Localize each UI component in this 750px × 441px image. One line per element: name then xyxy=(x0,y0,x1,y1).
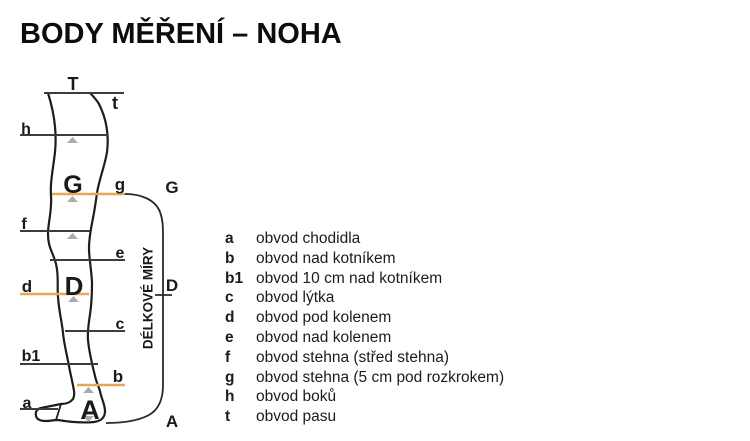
leg-measurement-diagram xyxy=(0,0,200,441)
legend-label: obvod nad kotníkem xyxy=(256,249,396,267)
label-g: g xyxy=(114,175,126,194)
legend-label: obvod lýtka xyxy=(256,289,335,307)
label-b1: b1 xyxy=(21,348,41,365)
legend-label: obvod pasu xyxy=(256,408,337,426)
legend-key: d xyxy=(225,309,235,327)
label-t: t xyxy=(112,93,118,113)
foot-crease-line xyxy=(56,404,61,420)
legend-key: h xyxy=(225,388,235,406)
legend-item xyxy=(225,407,504,427)
legend-key: g xyxy=(225,368,235,386)
marker-triangle-h xyxy=(67,137,78,143)
legend-key: b1 xyxy=(225,269,244,287)
legend-item xyxy=(225,368,504,388)
legend-key: a xyxy=(225,230,234,247)
legend-item xyxy=(225,387,504,407)
label-A-big: A xyxy=(80,395,100,425)
legend-item xyxy=(225,328,504,348)
legend-key: b xyxy=(225,249,235,267)
label-c: c xyxy=(115,316,125,333)
label-d: d xyxy=(21,277,33,296)
bracket-label-D: D xyxy=(165,276,179,295)
label-h: h xyxy=(21,121,31,138)
legend-label: obvod boků xyxy=(256,388,337,406)
legend-label: obvod 10 cm nad kotníkem xyxy=(256,269,443,287)
legend-label: obvod nad kolenem xyxy=(256,328,392,346)
legend-label: obvod chodidla xyxy=(256,230,361,247)
label-f: f xyxy=(21,216,27,233)
legend-label: obvod pod kolenem xyxy=(256,309,392,327)
legend-label: obvod stehna (střed stehna) xyxy=(256,348,450,366)
marker-triangle-b xyxy=(83,387,94,393)
legend-key: e xyxy=(225,328,234,346)
label-e: e xyxy=(115,245,125,262)
bracket-title-vertical: DÉLKOVÉ MÍRY xyxy=(140,246,156,350)
legend-key: t xyxy=(225,408,231,426)
label-G-big: G xyxy=(63,171,83,199)
bracket-label-G: G xyxy=(165,178,179,197)
legend-item xyxy=(225,229,504,249)
legend-key: c xyxy=(225,289,234,307)
legend-item xyxy=(225,288,504,308)
label-b: b xyxy=(112,367,124,386)
legend-item xyxy=(225,269,504,289)
label-T: T xyxy=(67,74,79,94)
measurement-legend xyxy=(225,229,504,427)
legend-label: obvod stehna (5 cm pod rozkrokem) xyxy=(256,368,505,386)
bracket-label-A: A xyxy=(165,412,179,431)
legend-item xyxy=(225,308,504,328)
label-D-big: D xyxy=(64,271,84,301)
legend-item xyxy=(225,249,504,269)
legend-key: f xyxy=(225,348,231,366)
legend-item xyxy=(225,348,504,368)
marker-triangle-f xyxy=(67,233,78,239)
label-a: a xyxy=(22,395,32,412)
page-title: BODY MĚŘENÍ – NOHA xyxy=(20,18,342,50)
